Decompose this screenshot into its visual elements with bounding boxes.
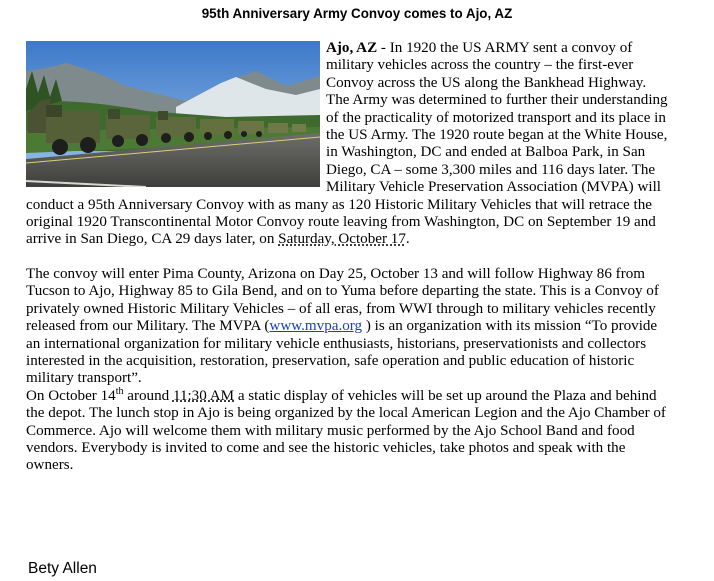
paragraph-2 [26, 266, 670, 388]
dateline: Ajo, AZ [326, 40, 378, 56]
paragraph-2-end: ) is an organization with its mission “To provide an international organization for military vehicle enthusiasts, historians, preservationists and collectors interested in the acquisition, restoration, preservation, safe operation and public education of historic military transport”. [26, 318, 658, 387]
author-signature: Bety Allen [28, 560, 97, 577]
mvpa-link[interactable]: www.mvpa.org [269, 318, 363, 335]
paragraph-3 [26, 385, 670, 475]
paragraph-3-mid: around [123, 387, 173, 404]
ordinal-suffix: th [115, 385, 124, 397]
date-saturday-october-17: Saturday, October 17 [278, 231, 406, 248]
paragraph-3-text: a static display of vehicles will be set up around the Plaza and behind the depot. The lunch stop in Ajo is being organized by the local American Legion and the Ajo Chamber of Commerce. Ajo will welcome them with military music performed by the Ajo School Band and food vendors. Everybody is invited to come and see the historic vehicles, take photos and speak with the owners. [26, 387, 666, 474]
display-time: 11:30 AM [172, 387, 235, 404]
paragraph-1-text: - In 1920 the US ARMY sent a convoy of military vehicles across the country – the first-ever Convoy across the US along the Bankhead Highway. The Army was determined to further their understanding of the practicality of motorized transport and its place in the US Army. The 1920 route began at the White House, in Washington, DC and ended at Balboa Park, in San Diego, CA – some 3,300 miles and 116 days later. The Military Vehicle Preservation Association (MVPA) will conduct a 95th Anniversary Convoy with as many as 120 Historic Military Vehicles that will retrace the original 1920 Transcontinental Motor Convoy route leaving from Washington, DC on September 19 and arrive in San Diego, CA 29 days later, on [26, 40, 668, 248]
paragraph-2-text: The convoy will enter Pima County, Arizona on Day 25, October 13 and will follow Highway 86 from Tucson to Ajo, Highway 85 to Gila Bend, and on to Yuma before departing the state. This is a Convoy of privately owned Historic Military Vehicles – of all eras, from WWI through to military vehicles recently released from our Military. The MVPA ( [26, 265, 659, 335]
convoy-photo [26, 41, 320, 187]
article-headline: 95th Anniversary Army Convoy comes to Ajo, AZ [201, 6, 513, 21]
paragraph-1-end: . [405, 231, 410, 248]
article-body [26, 40, 670, 475]
paragraph-3-start: On October 14 [26, 387, 116, 404]
